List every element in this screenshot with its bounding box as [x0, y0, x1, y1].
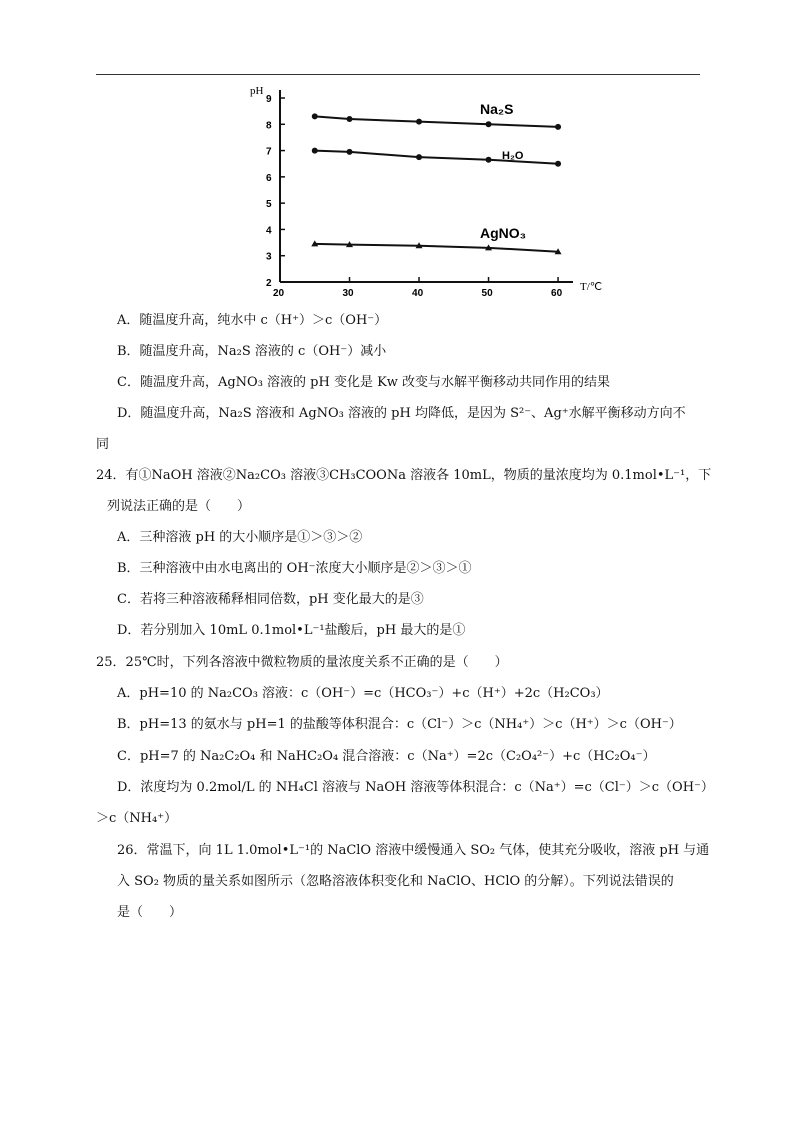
chart-axes: [250, 85, 602, 299]
text-line: A．随温度升高，纯水中 c（H⁺）＞c（OH⁻）: [117, 313, 388, 328]
y-tick-label: 9: [266, 94, 272, 105]
text-line: D．随温度升高，Na₂S 溶液和 AgNO₃ 溶液的 pH 均降低，是因为 S²⁻、Ag⁺水解平衡移动方向不: [117, 406, 686, 421]
data-point: [555, 161, 561, 167]
y-axis-label: pH: [250, 85, 264, 97]
x-axis-label: T/℃: [580, 281, 603, 293]
text-line: 24．有①NaOH 溶液②Na₂CO₃ 溶液③CH₃COONa 溶液各 10mL，物质的量浓度均为 0.1mol•L⁻¹，下: [96, 468, 712, 483]
text-line: D．若分别加入 10mL 0.1mol•L⁻¹盐酸后，pH 最大的是①: [117, 623, 466, 638]
data-point: [486, 121, 492, 127]
x-tick-label: 30: [342, 288, 354, 299]
series-label: Na₂S: [480, 101, 514, 117]
text-line: 26．常温下，向 1L 1.0mol•L⁻¹的 NaClO 溶液中缓慢通入 SO₂ 气体，使其充分吸收，溶液 pH 与通: [117, 843, 710, 858]
x-tick-label: 40: [412, 288, 424, 299]
data-point: [416, 154, 422, 160]
text-line: C．pH=7 的 Na₂C₂O₄ 和 NaHC₂O₄ 混合溶液：c（Na⁺）=2c（C₂O₄²⁻）+c（HC₂O₄⁻）: [117, 749, 656, 764]
text-line: ＞c（NH₄⁺）: [96, 811, 178, 826]
text-line: B．随温度升高，Na₂S 溶液的 c（OH⁻）减小: [117, 344, 387, 359]
data-point: [312, 148, 318, 154]
text-line: A．三种溶液 pH 的大小顺序是①＞③＞②: [117, 530, 363, 545]
data-point: [486, 157, 492, 163]
y-tick-label: 8: [266, 120, 272, 132]
text-line: 是（ ）: [117, 905, 183, 920]
text-line: 入 SO₂ 物质的量关系如图所示（忽略溶液体积变化和 NaClO、HClO 的分解）。下列说法错误的: [117, 874, 674, 889]
y-tick-label: 7: [266, 146, 272, 158]
y-tick-label: 3: [266, 251, 272, 263]
series-label: AgNO₃: [480, 225, 527, 241]
data-point: [347, 149, 353, 155]
data-point: [555, 124, 561, 130]
series-label: H₂O: [502, 150, 524, 162]
data-point: [347, 116, 353, 122]
text-line: A．pH=10 的 Na₂CO₃ 溶液：c（OH⁻）=c（HCO₃⁻）+c（H⁺）+2c（H₂CO₃）: [117, 686, 609, 701]
text-line: B．三种溶液中由水电离出的 OH⁻浓度大小顺序是②＞③＞①: [117, 561, 472, 576]
text-line: 25．25℃时，下列各溶液中微粒物质的量浓度关系不正确的是（ ）: [96, 655, 508, 670]
x-tick-label: 50: [481, 288, 493, 299]
text-line: 列说法正确的是（ ）: [107, 499, 251, 514]
y-tick-label: 2: [266, 278, 272, 289]
ph-temperature-chart: [240, 80, 603, 300]
y-tick-label: 5: [266, 199, 272, 211]
x-tick-label: 60: [551, 288, 563, 299]
text-line: B．pH=13 的氨水与 pH=1 的盐酸等体积混合：c（Cl⁻）＞c（NH₄⁺）＞c（H⁺）＞c（OH⁻）: [117, 717, 682, 732]
data-point: [416, 119, 422, 125]
text-line: C．若将三种溶液稀释相同倍数，pH 变化最大的是③: [117, 592, 424, 607]
data-point: [312, 113, 318, 119]
text-line: D．浓度均为 0.2mol/L 的 NH₄Cl 溶液与 NaOH 溶液等体积混合：c（Na⁺）=c（Cl⁻）＞c（OH⁻）: [117, 780, 714, 795]
text-line: 同: [96, 437, 110, 452]
chart-marks: [311, 101, 561, 254]
y-tick-label: 6: [266, 172, 272, 184]
header-rule: [96, 74, 700, 75]
text-line: C．随温度升高，AgNO₃ 溶液的 pH 变化是 Kw 改变与水解平衡移动共同作用的结果: [117, 375, 611, 390]
x-tick-label: 20: [273, 288, 285, 299]
y-tick-label: 4: [266, 225, 272, 237]
